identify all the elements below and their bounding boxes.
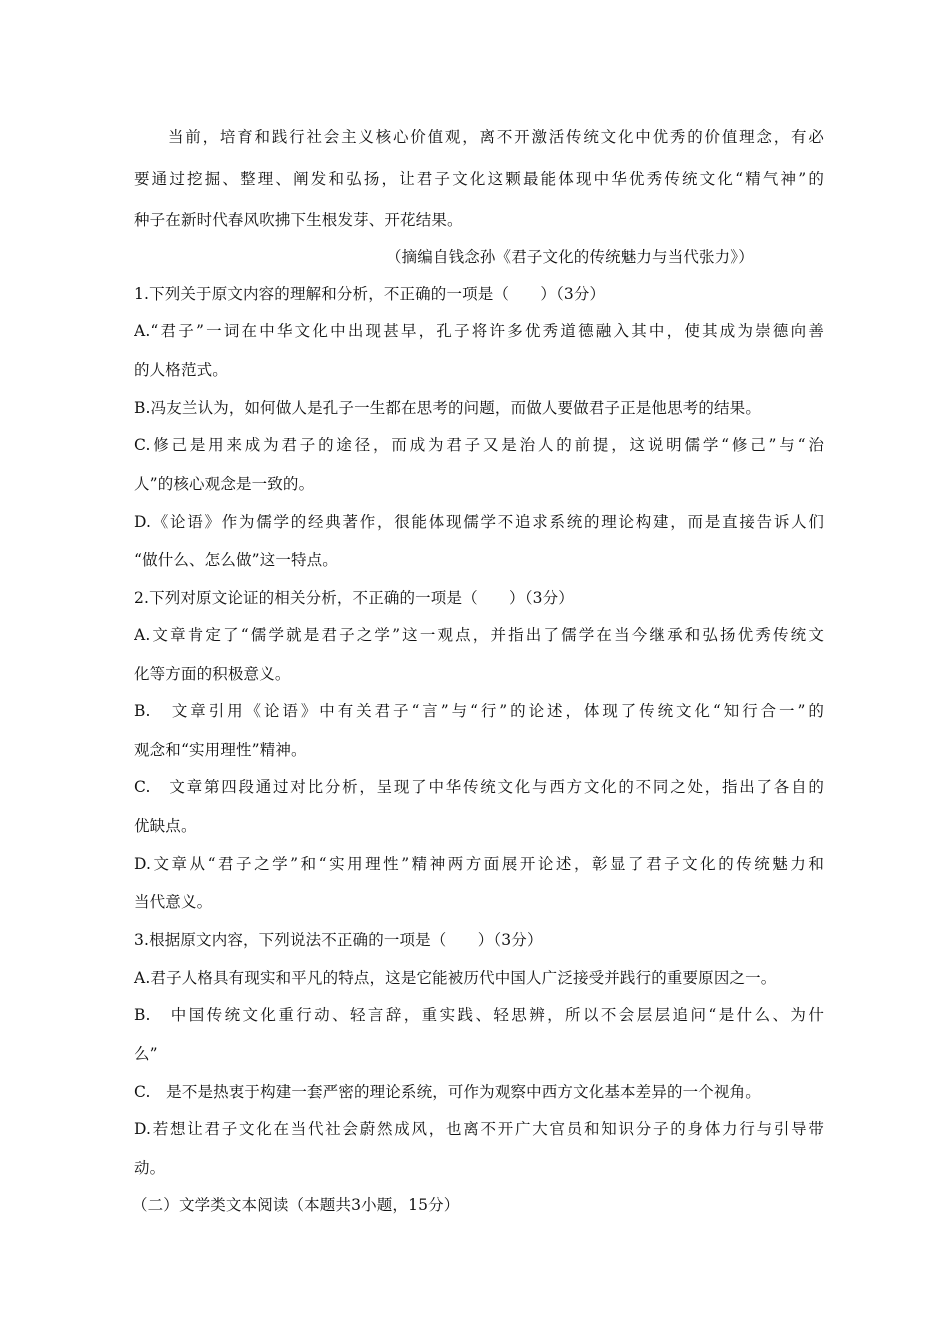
option-line: D.《论语》作为儒学的经典著作，很能体现儒学不追求系统的理论构建，而是直接告诉人们 xyxy=(134,513,824,531)
option-line: 的人格范式。 xyxy=(134,361,228,379)
question-stem: 2.下列对原文论证的相关分析，不正确的一项是（ ）（3分） xyxy=(134,589,574,607)
option-line: 当代意义。 xyxy=(134,893,213,911)
option-line: 人”的核心观念是一致的。 xyxy=(134,475,315,493)
option-line: B. 中国传统文化重行动、轻言辞，重实践、轻思辨，所以不会层层追问“是什么、为什 xyxy=(134,1006,824,1024)
option-line: 优缺点。 xyxy=(134,817,197,835)
option-line: 动。 xyxy=(134,1159,166,1177)
option-line: A.君子人格具有现实和平凡的特点，这是它能被历代中国人广泛接受并践行的重要原因之一。 xyxy=(134,969,777,987)
question-stem: 3.根据原文内容，下列说法不正确的一项是（ ）（3分） xyxy=(134,931,543,949)
source-citation: （摘编自钱念孙《君子文化的传统魅力与当代张力》） xyxy=(386,248,754,266)
option-line: 观念和“实用理性”精神。 xyxy=(134,741,307,759)
option-line: C. 文章第四段通过对比分析，呈现了中华传统文化与西方文化的不同之处，指出了各自的 xyxy=(134,778,824,796)
option-line: C. 是不是热衷于构建一套严密的理论系统，可作为观察中西方文化基本差异的一个视角。 xyxy=(134,1083,761,1101)
option-line: D.若想让君子文化在当代社会蔚然成风，也离不开广大官员和知识分子的身体力行与引导带 xyxy=(134,1120,824,1138)
option-line: A.文章肯定了“儒学就是君子之学”这一观点，并指出了儒学在当今继承和弘扬优秀传统文 xyxy=(134,626,824,644)
passage-line: 要通过挖掘、整理、阐发和弘扬，让君子文化这颗最能体现中华优秀传统文化“精气神”的 xyxy=(134,170,824,188)
option-line: C.修己是用来成为君子的途径，而成为君子又是治人的前提，这说明儒学“修己”与“治 xyxy=(134,436,824,454)
option-line: 化等方面的积极意义。 xyxy=(134,665,291,683)
option-line: A.“君子”一词在中华文化中出现甚早，孔子将许多优秀道德融入其中，使其成为崇德向善 xyxy=(134,322,824,340)
option-line: B. 文章引用《论语》中有关君子“言”与“行”的论述，体现了传统文化“知行合一”的 xyxy=(134,702,824,720)
passage-line: 当前，培育和践行社会主义核心价值观，离不开激活传统文化中优秀的价值理念，有必 xyxy=(168,128,824,146)
passage-line: 种子在新时代春风吹拂下生根发芽、开花结果。 xyxy=(134,211,463,229)
option-line: 么” xyxy=(134,1045,158,1063)
question-stem: 1.下列关于原文内容的理解和分析，不正确的一项是（ ）（3分） xyxy=(134,285,606,303)
option-line: “做什么、怎么做”这一特点。 xyxy=(134,551,338,569)
option-line: D.文章从“君子之学”和“实用理性”精神两方面展开论述，彰显了君子文化的传统魅力和 xyxy=(134,855,824,873)
section-heading: （二）文学类文本阅读（本题共3小题，15分） xyxy=(132,1196,460,1214)
option-line: B.冯友兰认为，如何做人是孔子一生都在思考的问题，而做人要做君子正是他思考的结果。 xyxy=(134,399,761,417)
